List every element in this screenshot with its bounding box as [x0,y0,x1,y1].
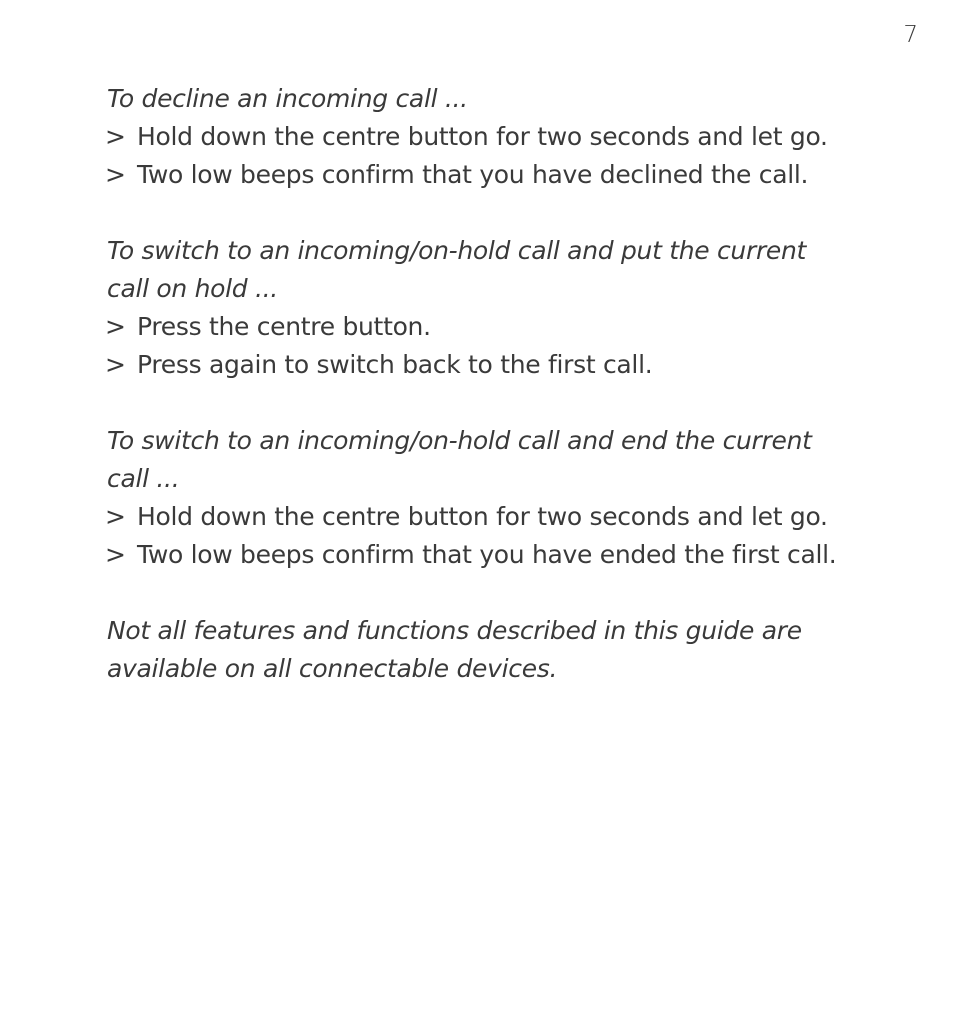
list-item [105,536,895,574]
page-number: 7 [903,22,918,48]
section-switch-hold-call [105,232,895,384]
step-text: Hold down the centre button for two seconds and let go. [137,502,828,531]
section-heading-line-1: To switch to an incoming/on-hold call and end the current [107,426,812,455]
note-line-1: Not all features and functions described in this guide are [107,616,802,645]
list-item [105,156,895,194]
step-text: Press the centre button. [137,312,431,341]
step-text: Press again to switch back to the first call. [137,350,653,379]
step-list [105,498,895,574]
step-text: Two low beeps confirm that you have ended the first call. [137,540,837,569]
list-item [105,118,895,156]
list-item [105,308,895,346]
list-item [105,346,895,384]
section-heading-line-1: To switch to an incoming/on-hold call and put the current [107,236,807,265]
step-text: Hold down the centre button for two seconds and let go. [137,122,828,151]
bullet-marker: > [105,160,126,189]
bullet-marker: > [105,540,126,569]
bullet-marker: > [105,312,126,341]
section-heading-line-2: call ... [107,464,180,493]
section-heading: To decline an incoming call ... [107,84,468,113]
section-heading-line-2: call on hold ... [107,274,278,303]
bullet-marker: > [105,122,126,151]
document-content [105,80,895,726]
bullet-marker: > [105,502,126,531]
section-decline-call [105,80,895,194]
section-switch-end-call [105,422,895,574]
step-list [105,118,895,194]
note-line-2: available on all connectable devices. [107,654,558,683]
step-text: Two low beeps confirm that you have declined the call. [137,160,809,189]
section-note [105,612,895,688]
list-item [105,498,895,536]
bullet-marker: > [105,350,126,379]
step-list [105,308,895,384]
